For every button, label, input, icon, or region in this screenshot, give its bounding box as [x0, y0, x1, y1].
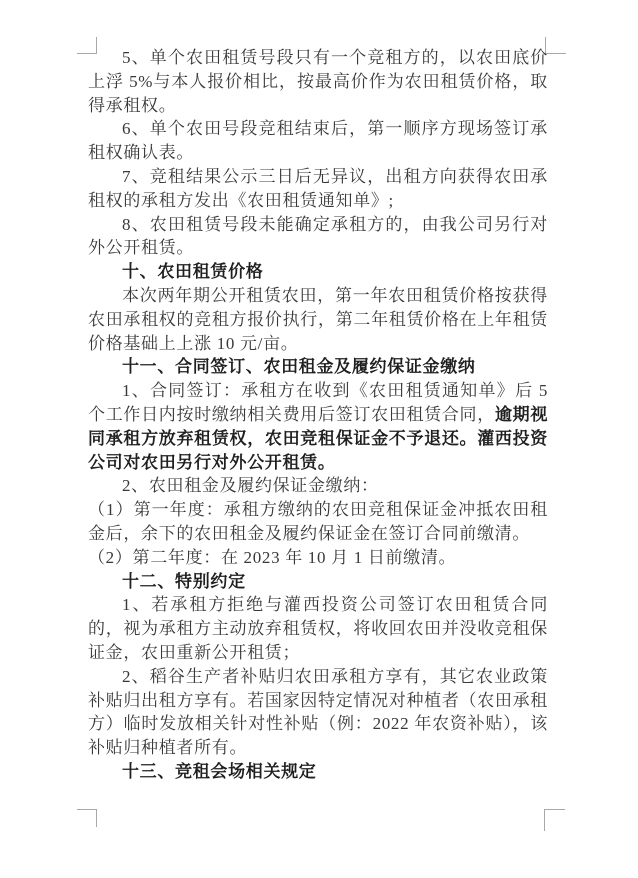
text-segment: （1）第一年度：承租方缴纳的农田竞租保证金冲抵农田租金后，余下的农田租金及履约保证金在签订合同前缴清。	[88, 500, 548, 543]
text-segment: 6、单个农田号段竞租结束后，第一顺序方现场签订承租权确认表。	[88, 119, 548, 163]
crop-mark-top-right	[545, 37, 566, 54]
text-segment: 1、合同签订：承租方在收到《农田租赁通知单》后 5 个工作日内按时缴纳相关费用后签订农田租赁合同，	[88, 381, 548, 424]
text-segment: （2）第二年度：在 2023 年 10 月 1 日前缴清。	[88, 547, 457, 567]
para-special-2	[88, 665, 548, 760]
para-item-5	[88, 46, 548, 117]
bold-text-segment: 十三、竞租会场相关规定	[122, 761, 317, 781]
para-first-year	[88, 498, 548, 546]
para-second-year	[88, 546, 548, 570]
crop-mark-bottom-right	[544, 809, 565, 831]
text-segment: 8、农田租赁号段未能确定承租方的，由我公司另行对外公开租赁。	[88, 214, 548, 258]
text-segment: 2、稻谷生产者补贴归农田承租方享有，其它农业政策补贴归出租方享有。若国家因特定情况对种植者（农田承租方）临时发放相关针对性补贴（例：2022 年农资补贴），该补贴归种植者所有。	[88, 666, 548, 758]
text-segment: 5、单个农田租赁号段只有一个竞租方的，以农田底价上浮 5%与本人报价相比，按最高价作为农田租赁价格，取得承租权。	[88, 48, 548, 115]
crop-mark-bottom-left	[77, 809, 97, 827]
para-item-7	[88, 165, 548, 213]
text-segment: 2、农田租金及履约保证金缴纳：	[122, 476, 379, 496]
heading-section-10	[88, 260, 548, 284]
text-segment: 本次两年期公开租赁农田，第一年农田租赁价格按获得农田承租权的竞租方报价执行，第二年租赁价格在上年租赁价格基础上上涨 10 元/亩。	[88, 285, 548, 353]
heading-section-11	[88, 355, 548, 379]
bold-text-segment: 十、农田租赁价格	[122, 262, 264, 282]
bold-text-segment: 逾期视同承租方放弃租赁权，农田竞租保证金不予退还。灌西投资公司对农田另行对外公开租赁。	[88, 404, 549, 472]
text-segment: 1、若承租方拒绝与灌西投资公司签订农田租赁合同的，视为承租方主动放弃租赁权，将收回农田并没收竞租保证金，农田重新公开租赁；	[88, 595, 548, 662]
text-segment: 7、竞租结果公示三日后无异议，出租方向获得农田承租权的承租方发出《农田租赁通知单》;	[88, 166, 548, 210]
para-item-8	[88, 213, 548, 261]
heading-section-12	[88, 570, 548, 594]
para-rent-and-deposit	[88, 474, 548, 498]
bold-text-segment: 十二、特别约定	[122, 571, 246, 591]
para-contract-signing	[88, 379, 548, 474]
para-item-6	[88, 117, 548, 165]
para-rental-price	[88, 284, 548, 355]
bold-text-segment: 十一、合同签订、农田租金及履约保证金缴纳	[122, 357, 476, 377]
document-body	[88, 46, 548, 784]
heading-section-13	[88, 760, 548, 784]
para-special-1	[88, 593, 548, 664]
